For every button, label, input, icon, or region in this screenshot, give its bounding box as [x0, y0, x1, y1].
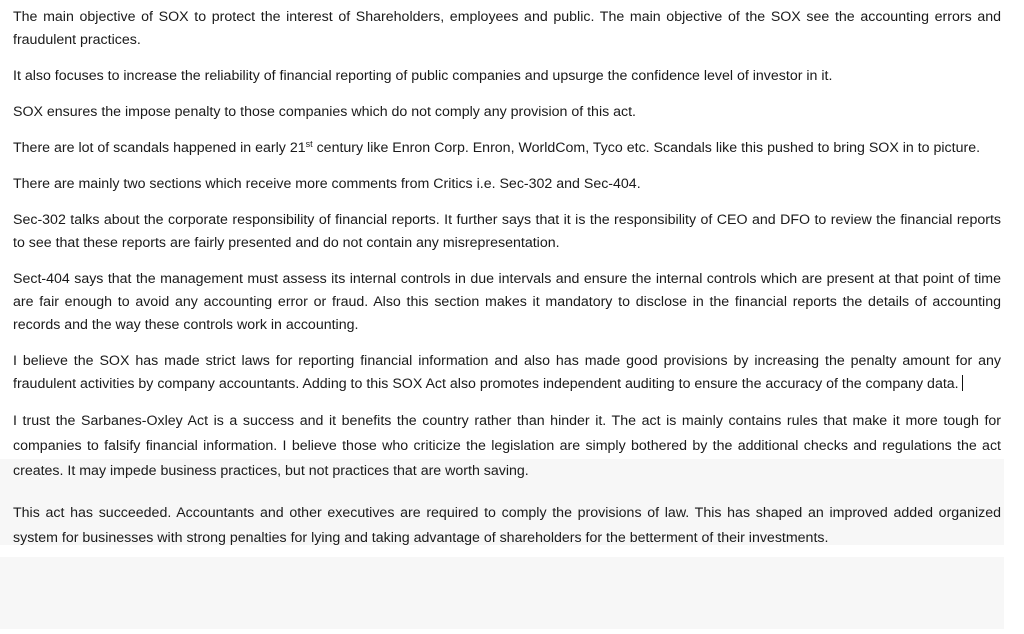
paragraph-sec-302: Sec-302 talks about the corporate responsibility of financial reports. It further says that it is the responsibility of CEO and DFO to review the financial reports to see that these reports are fairly presented and do not contain any misrepresentation.	[13, 212, 1001, 251]
paragraph-sect-404: Sect-404 says that the management must assess its internal controls in due intervals and ensure the internal controls which are present at that point of time are fair enough to avoid any accounting error or fraud. Also this section makes it mandatory to disclose in the financial reports the details of accounting records and the way these controls work in accounting.	[13, 271, 1001, 333]
paragraph-scandals	[13, 137, 1001, 160]
paragraph-trust: I trust the Sarbanes-Oxley Act is a success and it benefits the country rather than hinder it. The act is mainly contains rules that make it more tough for companies to falsify financial information. I believe those who criticize the legislation are simply bothered by the additional checks and regulations the act creates. It may impede business practices, but not practices that are worth saving.	[13, 413, 1001, 479]
document-body[interactable]	[13, 6, 1001, 568]
paragraph-succeeded: This act has succeeded. Accountants and other executives are required to comply the provisions of law. This has shaped an improved added organized system for businesses with strong penalties for lying and taking advantage of shareholders for the betterment of their investments.	[13, 505, 1001, 546]
paragraph-penalty: SOX ensures the impose penalty to those companies which do not comply any provision of this act.	[13, 104, 637, 120]
text-cursor	[962, 375, 963, 391]
ordinal-superscript: st	[305, 139, 313, 149]
scandals-text-end: century like Enron Corp. Enron, WorldCom, Tyco etc. Scandals like this pushed to bring SOX in to picture.	[312, 140, 981, 156]
paragraph-belief	[13, 350, 1001, 396]
paragraph-reliability: It also focuses to increase the reliability of financial reporting of public companies and upsurge the confidence level of investor in it.	[13, 68, 833, 84]
paragraph-sox-objective: The main objective of SOX to protect the interest of Shareholders, employees and public. The main objective of the SOX see the accounting errors and fraudulent practices.	[13, 9, 1001, 48]
belief-text: I believe the SOX has made strict laws for reporting financial information and also has made good provisions by increasing the penalty amount for any fraudulent activities by company accountants. Adding to this SOX Act also promotes independent auditing to ensure the accuracy of the company data.	[13, 353, 1001, 392]
scandals-text-start: There are lot of scandals happened in early 21	[13, 140, 306, 156]
paragraph-two-sections: There are mainly two sections which receive more comments from Critics i.e. Sec-302 and Sec-404.	[13, 176, 641, 192]
